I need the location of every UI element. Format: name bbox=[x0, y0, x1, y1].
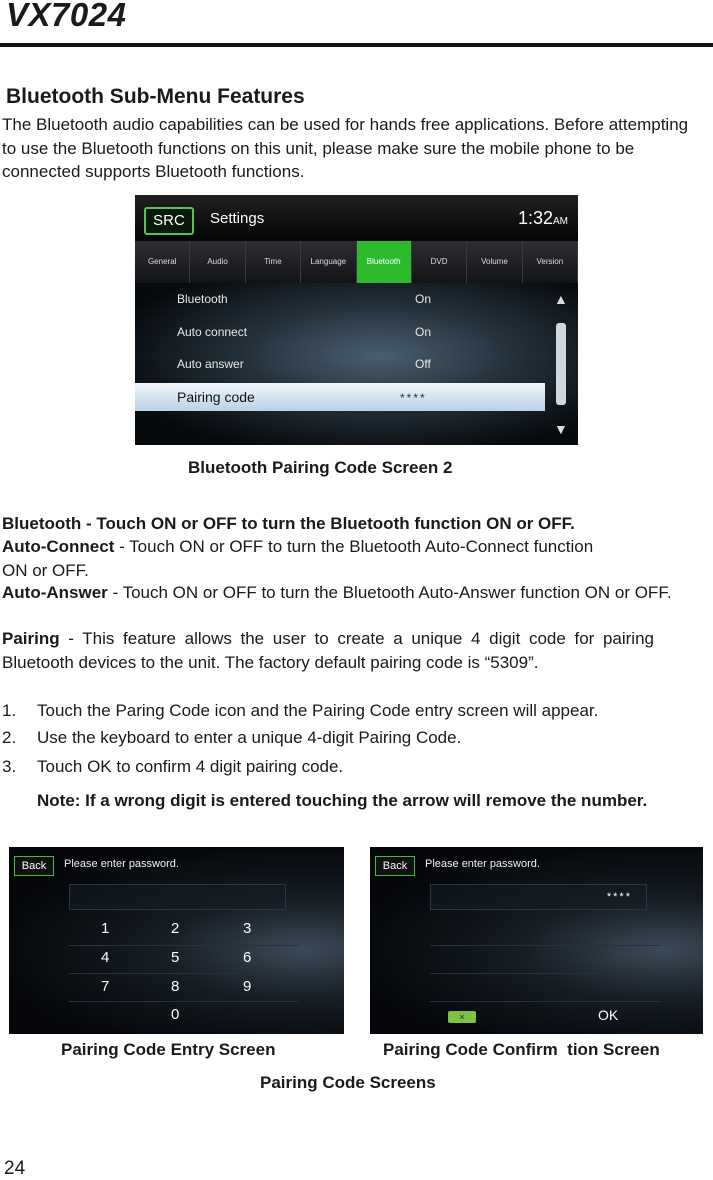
keypad-divider bbox=[69, 1001, 299, 1002]
step-text: Touch OK to confirm 4 digit pairing code. bbox=[37, 757, 344, 776]
section-title: Bluetooth Sub-Menu Features bbox=[6, 85, 305, 108]
text-autoanswer: - Touch ON or OFF to turn the Bluetooth Auto-Answer function ON or OFF. bbox=[107, 583, 672, 602]
settings-list bbox=[135, 283, 578, 445]
key-0: 0 bbox=[171, 1006, 180, 1023]
row-pairing-value: **** bbox=[400, 391, 427, 405]
clock-time: 1:32 bbox=[517, 208, 553, 228]
term-pairing: Pairing bbox=[2, 629, 60, 648]
step-number: 3. bbox=[2, 757, 17, 776]
key-9: 9 bbox=[243, 978, 252, 995]
text-autoconnect: - Touch ON or OFF to turn the Bluetooth Auto-Connect function ON or OFF. bbox=[2, 537, 594, 580]
row-autoanswer-value: Off bbox=[415, 357, 431, 371]
caption-screens: Pairing Code Screens bbox=[260, 1073, 436, 1092]
para-pairing bbox=[2, 627, 654, 674]
tab-time: Time bbox=[246, 241, 301, 283]
confirm-screenshot bbox=[370, 847, 703, 1034]
clock-suffix: AM bbox=[553, 216, 568, 227]
header-rule bbox=[0, 43, 713, 47]
keypad-divider bbox=[69, 973, 299, 974]
back-button: Back bbox=[375, 856, 415, 876]
key-6: 6 bbox=[243, 949, 252, 966]
page-number: 24 bbox=[4, 1158, 26, 1179]
scrollbar bbox=[556, 323, 566, 405]
step-number: 1. bbox=[2, 701, 17, 720]
tab-language: Language bbox=[301, 241, 356, 283]
term-autoconnect: Auto-Connect bbox=[2, 537, 115, 556]
password-field bbox=[430, 884, 647, 910]
step-2 bbox=[2, 728, 461, 748]
caption-settings: Bluetooth Pairing Code Screen 2 bbox=[188, 458, 453, 477]
note: Note: If a wrong digit is entered touching the arrow will remove the number. bbox=[37, 791, 648, 810]
text-pairing: - This feature allows the user to create a unique 4 digit code for pairing Bluetooth devices to the unit. The factory default pairing code is “5309”. bbox=[2, 629, 654, 672]
settings-title: Settings bbox=[210, 210, 265, 227]
tab-general: General bbox=[135, 241, 190, 283]
key-1: 1 bbox=[101, 920, 110, 937]
row-bluetooth-value: On bbox=[415, 292, 432, 306]
entry-screenshot bbox=[9, 847, 344, 1034]
backspace-icon: × bbox=[448, 1011, 476, 1023]
caption-confirm: Pairing Code Confirm tion Screen bbox=[383, 1040, 660, 1059]
tab-volume: Volume bbox=[467, 241, 522, 283]
key-5: 5 bbox=[171, 949, 180, 966]
term-autoanswer: Auto-Answer bbox=[2, 583, 108, 602]
settings-tabs bbox=[135, 241, 578, 283]
step-text: Touch the Paring Code icon and the Pairing Code entry screen will appear. bbox=[37, 701, 599, 720]
step-number: 2. bbox=[2, 728, 17, 747]
para-autoanswer bbox=[2, 581, 677, 605]
password-prompt: Please enter password. bbox=[425, 858, 540, 870]
password-stars: **** bbox=[606, 891, 632, 903]
keypad-divider bbox=[430, 973, 660, 974]
tab-version: Version bbox=[523, 241, 578, 283]
row-autoconnect-label: Auto connect bbox=[177, 325, 248, 339]
password-prompt: Please enter password. bbox=[64, 858, 179, 870]
row-autoconnect-value: On bbox=[415, 325, 432, 339]
step-text: Use the keyboard to enter a unique 4-digit Pairing Code. bbox=[37, 728, 462, 747]
intro-paragraph: The Bluetooth audio capabilities can be used for hands free applications. Before attempting to use the Bluetooth functions on this unit, please make sure the mobile phone to be connected supports Bluetooth functions. bbox=[2, 115, 689, 181]
scroll-up-icon: ▲ bbox=[554, 291, 568, 307]
ok-button: OK bbox=[598, 1007, 619, 1023]
settings-top-bar bbox=[135, 195, 578, 241]
key-4: 4 bbox=[101, 949, 110, 966]
row-autoanswer-label: Auto answer bbox=[177, 357, 244, 371]
scroll-down-icon: ▼ bbox=[554, 421, 568, 437]
key-2: 2 bbox=[171, 920, 180, 937]
row-bluetooth-label: Bluetooth bbox=[177, 292, 228, 306]
tab-bluetooth: Bluetooth bbox=[357, 241, 412, 283]
key-3: 3 bbox=[243, 920, 252, 937]
keypad-divider bbox=[430, 945, 660, 946]
caption-entry: Pairing Code Entry Screen bbox=[61, 1040, 276, 1059]
settings-screenshot bbox=[135, 195, 578, 445]
step-1 bbox=[2, 701, 598, 721]
keypad-divider bbox=[430, 1001, 660, 1002]
para-autoconnect bbox=[2, 535, 622, 582]
keypad-divider bbox=[69, 945, 299, 946]
tab-audio: Audio bbox=[190, 241, 245, 283]
tab-dvd: DVD bbox=[412, 241, 467, 283]
key-7: 7 bbox=[101, 978, 110, 995]
para-bluetooth: Bluetooth - Touch ON or OFF to turn the Bluetooth function ON or OFF. bbox=[2, 514, 575, 533]
row-pairing-label: Pairing code bbox=[177, 389, 255, 405]
row-pairing-code bbox=[135, 383, 545, 411]
password-field bbox=[69, 884, 286, 910]
step-3 bbox=[2, 757, 343, 777]
src-button: SRC bbox=[144, 207, 194, 235]
model-name: VX7024 bbox=[6, 0, 127, 33]
clock bbox=[518, 208, 568, 229]
back-button: Back bbox=[14, 856, 54, 876]
key-8: 8 bbox=[171, 978, 180, 995]
